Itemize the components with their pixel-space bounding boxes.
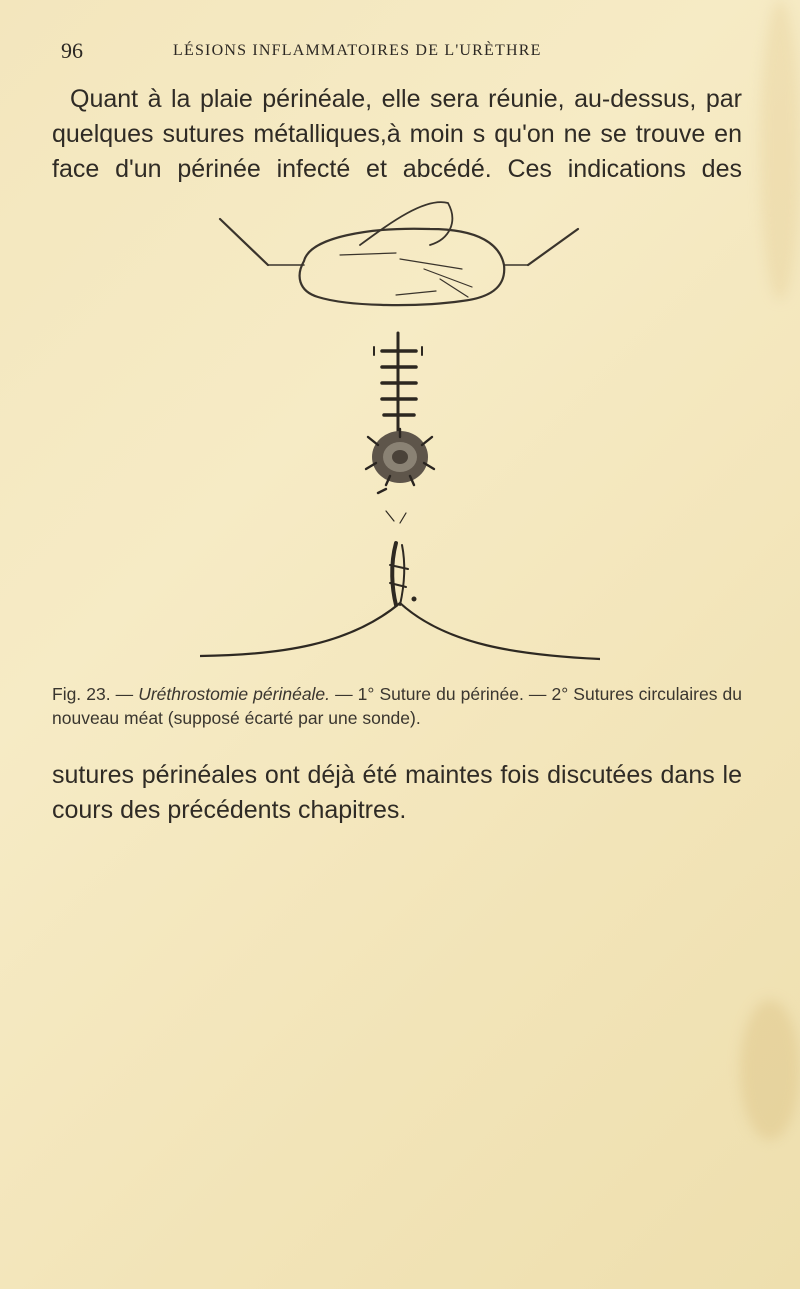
left-incision-line <box>220 219 268 265</box>
body-paragraph-2: sutures périnéales ont déjà été maintes fois discutées dans le cours des précédents chapitres. <box>52 761 742 824</box>
paper-stain <box>740 1000 800 1140</box>
meatus-fold <box>360 202 452 245</box>
figure-caption <box>52 682 742 730</box>
running-title: LÉSIONS INFLAMMATOIRES DE L'URÈTHRE <box>173 42 542 59</box>
caption-label: Fig. 23. — <box>52 684 139 704</box>
caption-title: Uréthrostomie périnéale. <box>138 684 331 704</box>
perineal-margin <box>200 603 600 659</box>
lower-wound-drawing <box>200 511 600 659</box>
paper-stain <box>760 0 800 300</box>
circular-suture-drawing <box>366 429 434 493</box>
figure-illustration <box>200 193 600 668</box>
meatus-outline <box>300 229 505 305</box>
perineum-suture-drawing <box>374 333 422 443</box>
page-header <box>61 38 741 68</box>
page-number: 96 <box>61 38 83 63</box>
body-paragraph-1: Quant à la plaie périnéale, elle sera réunie, au-dessus, par quelques sutures métalliques,à moin s qu'on ne se trouve en face d'un périnée infecté et abcédé. Ces indications des <box>52 85 742 183</box>
caption-text: — 1° Suture du périnée. — 2° Sutures circulaires du nouveau méat (supposé écarté par une sonde). <box>52 684 742 728</box>
right-incision-line <box>528 229 578 265</box>
meatus-drawing <box>220 202 578 305</box>
